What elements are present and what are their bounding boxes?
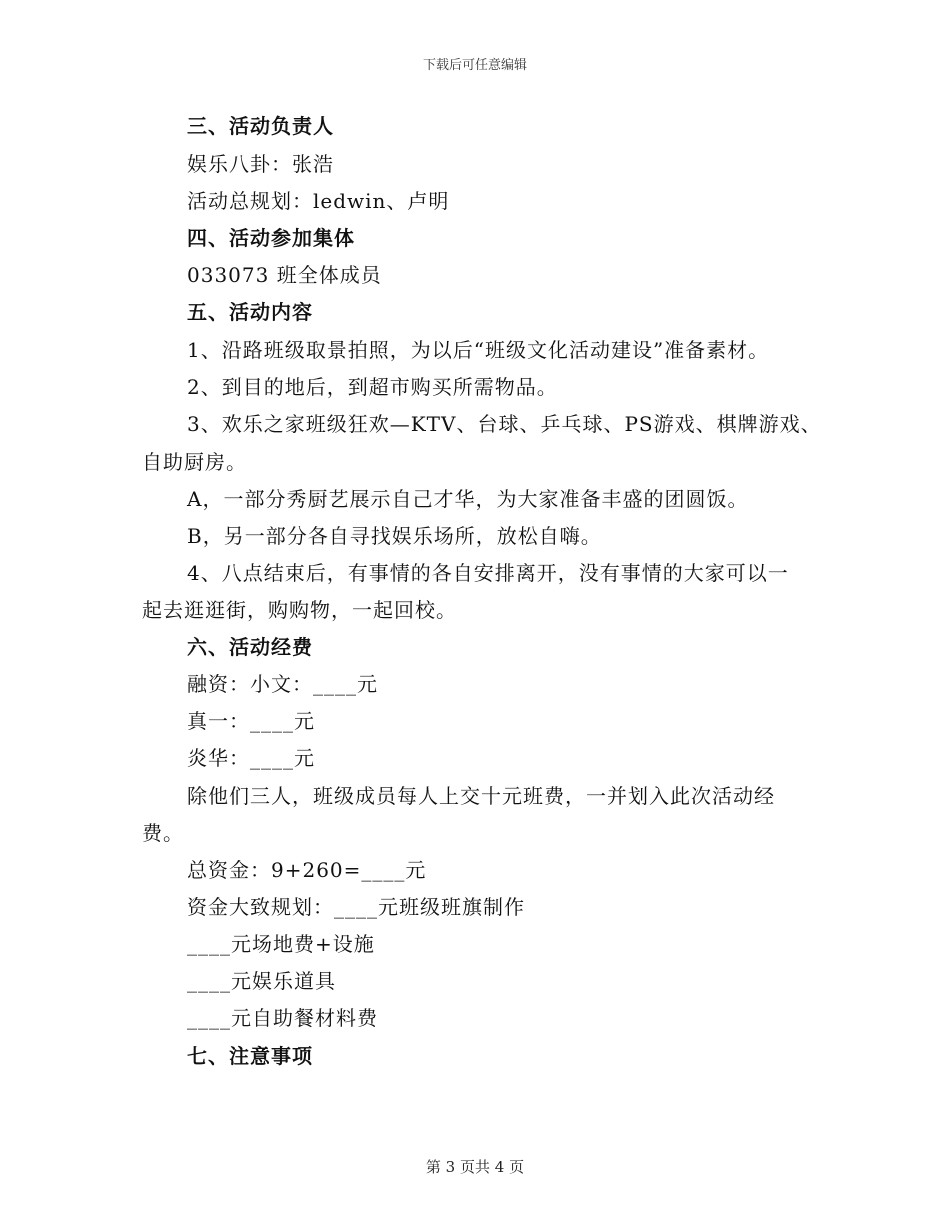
text-line: ____元自助餐材料费 <box>187 1006 378 1030</box>
text-line: A，一部分秀厨艺展示自己才华，为大家准备丰盛的团圆饭。 <box>187 487 749 511</box>
page-header: 下载后可任意编辑 <box>422 58 527 73</box>
section-heading: 三、活动负责人 <box>187 114 334 138</box>
text-line: 资金大致规划：____元班级班旗制作 <box>187 895 525 919</box>
page-footer: 第 3 页共 4 页 <box>425 1158 525 1176</box>
section-heading: 七、注意事项 <box>187 1044 313 1068</box>
section-heading: 五、活动内容 <box>187 300 313 324</box>
section-heading: 六、活动经费 <box>187 635 313 659</box>
text-line: 3、欢乐之家班级狂欢—KTV、台球、乒乓球、PS游戏、棋牌游戏、 <box>187 412 822 436</box>
text-line: ____元娱乐道具 <box>187 969 336 993</box>
text-line: ____元场地费+设施 <box>187 932 375 956</box>
text-line: 活动总规划：ledwin、卢明 <box>187 189 450 213</box>
text-line: B，另一部分各自寻找娱乐场所，放松自嗨。 <box>187 524 602 548</box>
text-line: 起去逛逛街，购购物，一起回校。 <box>142 598 457 622</box>
text-line: 总资金：9+260=____元 <box>187 858 427 882</box>
text-line: 033073 班全体成员 <box>187 263 382 287</box>
text-line: 融资：小文：____元 <box>187 672 378 696</box>
text-line: 除他们三人，班级成员每人上交十元班费，一并划入此次活动经 <box>187 784 775 808</box>
text-line: 费。 <box>142 821 184 845</box>
text-line: 娱乐八卦：张浩 <box>187 152 334 176</box>
text-line: 4、八点结束后，有事情的各自安排离开，没有事情的大家可以一 <box>187 561 789 585</box>
text-line: 真一：____元 <box>187 709 315 733</box>
text-line: 1、沿路班级取景拍照，为以后“班级文化活动建设”准备素材。 <box>187 338 770 362</box>
text-line: 2、到目的地后，到超市购买所需物品。 <box>187 375 558 399</box>
text-line: 炎华：____元 <box>187 746 315 770</box>
text-line: 自助厨房。 <box>142 450 247 474</box>
section-heading: 四、活动参加集体 <box>187 226 355 250</box>
